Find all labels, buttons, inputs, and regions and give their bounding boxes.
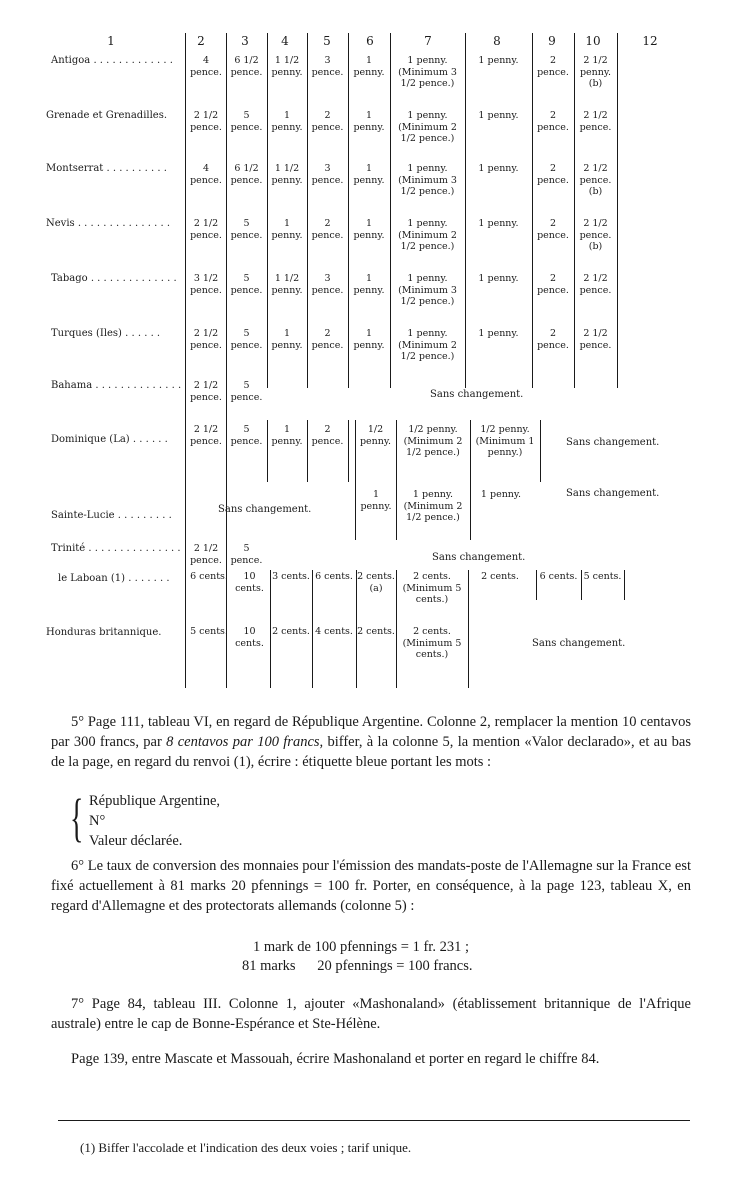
col-rule xyxy=(540,420,541,482)
table-cell: 2 1/2 pence. xyxy=(579,328,612,351)
table-cell: 1 penny. xyxy=(353,110,385,133)
table-cell: 4 pence. xyxy=(190,163,222,186)
row-label: Bahama . . . . . . . . . . . . . . xyxy=(51,380,182,391)
table-cell: 1 penny. xyxy=(353,55,385,78)
col-rule xyxy=(624,570,625,600)
table-cell: 2 1/2 penny. (b) xyxy=(579,55,612,89)
table-cell: 1 penny. xyxy=(353,273,385,296)
sans-changement-note: Sans changement. xyxy=(566,437,660,448)
table-cell: 2 pence. xyxy=(537,110,569,133)
equation-1: 1 mark de 100 pfennings = 1 fr. 231 ; xyxy=(253,939,469,955)
table-cell: 5 pence. xyxy=(230,273,263,296)
table-cell: 2 1/2 pence. xyxy=(190,380,222,403)
table-cell: 2 1/2 pence. xyxy=(190,328,222,351)
table-cell: 4 cents. xyxy=(315,626,353,637)
sans-changement-note: Sans changement. xyxy=(218,504,312,515)
table-cell: 2 1/2 pence. (b) xyxy=(579,218,612,252)
table-cell: 1/2 penny. (Minimum 1 penny.) xyxy=(475,424,535,458)
col-header-9: 9 xyxy=(548,34,556,48)
table-cell: 2 cents. xyxy=(272,626,310,637)
table-cell: 1 penny. (Minimum 2 1/2 pence.) xyxy=(398,110,457,144)
table-cell: 2 1/2 pence. xyxy=(190,543,222,566)
table-cell: 5 pence. xyxy=(230,110,263,133)
row-label: Montserrat . . . . . . . . . . xyxy=(46,163,167,174)
table-cell: 2 1/2 pence. (b) xyxy=(579,163,612,197)
table-cell: 10 cents. xyxy=(235,571,264,594)
table-cell: 6 cents. xyxy=(539,571,578,582)
table-cell: 3 pence. xyxy=(311,273,344,296)
col-header-4: 4 xyxy=(281,34,289,48)
table-cell: 1 penny. xyxy=(478,55,519,66)
row-label: Tabago . . . . . . . . . . . . . . xyxy=(51,273,177,284)
table-cell: 1 penny. xyxy=(480,489,522,500)
row-label: Nevis . . . . . . . . . . . . . . . xyxy=(46,218,171,229)
col-rule xyxy=(348,420,349,482)
table-cell: 1 penny. (Minimum 2 1/2 pence.) xyxy=(398,218,457,252)
table-cell: 1 1/2 penny. xyxy=(271,273,303,296)
col-header-2: 2 xyxy=(197,34,205,48)
paragraph-5-text: 5° Page 111, tableau VI, en regard de République Argentine. Colonne 2, remplacer la mention 10 centavos par 300 francs, par xyxy=(51,714,691,750)
table-cell: 1 penny. (Minimum 2 1/2 pence.) xyxy=(398,328,457,362)
col-header-6: 6 xyxy=(366,34,374,48)
table-cell: 5 cents. xyxy=(583,571,622,582)
row-label: Sainte-Lucie . . . . . . . . . xyxy=(51,510,172,521)
row-label: Turques (Iles) . . . . . . xyxy=(51,328,161,339)
table-cell: 2 pence. xyxy=(537,273,569,296)
paragraph-6: 6° Le taux de conversion des monnaies pour l'émission des mandats-poste de l'Allemagne sur la France est fixé actuellement à 81 marks 20 pfennings = 100 fr. Porter, en conséquence, à la page 123, tableau X, en regard d'Allemagne et des protectorats allemands (colonne 5) : xyxy=(51,858,691,914)
table-cell: 1 penny. xyxy=(478,110,519,121)
table-cell: 1/2 penny. xyxy=(359,424,392,447)
paragraph-5-italic: 8 centavos par 100 francs, xyxy=(166,734,324,750)
col-header-3: 3 xyxy=(241,34,249,48)
table-cell: 1 penny. xyxy=(353,163,385,186)
table-cell: 2 cents. (Minimum 5 cents.) xyxy=(402,571,462,605)
col-header-12: 12 xyxy=(642,34,658,48)
col-header-10: 10 xyxy=(585,34,601,48)
table-cell: 2 1/2 pence. xyxy=(579,273,612,296)
label-line: Valeur déclarée. xyxy=(89,833,183,849)
table-cell: 3 cents. xyxy=(272,571,310,582)
table-cell: 4 pence. xyxy=(190,55,222,78)
table-cell: 2 pence. xyxy=(537,163,569,186)
table-cell: 1 penny. (Minimum 2 1/2 pence.) xyxy=(403,489,463,523)
table-cell: 1 penny. (Minimum 3 1/2 pence.) xyxy=(398,55,457,89)
table-cell: 1/2 penny. (Minimum 2 1/2 pence.) xyxy=(403,424,463,458)
table-cell: 1 penny. xyxy=(478,328,519,339)
footnote: (1) Biffer l'accolade et l'indication des deux voies ; tarif unique. xyxy=(80,1140,412,1155)
row-label: Trinité . . . . . . . . . . . . . . . xyxy=(51,543,181,554)
table-cell: 5 pence. xyxy=(230,218,263,241)
table-cell: 2 cents. xyxy=(357,626,395,637)
table-cell: 2 pence. xyxy=(311,328,344,351)
table-cell: 10 cents. xyxy=(235,626,264,649)
table-cell: 5 pence. xyxy=(230,543,263,566)
col-rule xyxy=(617,33,618,388)
sans-changement-note: Sans changement. xyxy=(566,488,660,499)
label-line: N° xyxy=(89,813,106,829)
sans-changement-note: Sans changement. xyxy=(430,389,524,400)
col-header-1: 1 xyxy=(107,34,115,48)
sans-changement-note: Sans changement. xyxy=(532,638,626,649)
table-cell: 5 cents. xyxy=(190,626,228,637)
table-cell: 2 cents. xyxy=(481,571,519,582)
paragraph-5 xyxy=(51,712,691,772)
table-cell: 1 penny. xyxy=(271,218,303,241)
table-cell: 2 1/2 pence. xyxy=(190,218,222,241)
table-cell: 3 pence. xyxy=(311,55,344,78)
table-cell: 6 cents. xyxy=(190,571,228,582)
table-cell: 6 1/2 pence. xyxy=(230,55,263,78)
table-cell: 2 1/2 pence. xyxy=(190,424,222,447)
table-cell: 5 pence. xyxy=(230,328,263,351)
table-cell: 2 1/2 pence. xyxy=(190,110,222,133)
row-label: Antigoa . . . . . . . . . . . . . xyxy=(51,55,173,66)
table-cell: 1 penny. xyxy=(353,328,385,351)
paragraph-7: 7° Page 84, tableau III. Colonne 1, ajouter «Mashonaland» (établissement britannique de l'Afrique australe) entre le cap de Bonne-Espérance et Ste-Hélène. xyxy=(51,996,691,1032)
brace-icon: { xyxy=(70,790,84,849)
table-cell: 1 penny. xyxy=(271,328,303,351)
table-cell: 3 1/2 pence. xyxy=(190,273,222,296)
table-cell: 5 pence. xyxy=(230,424,263,447)
col-header-5: 5 xyxy=(323,34,331,48)
table-cell: 1 penny. (Minimum 3 1/2 pence.) xyxy=(398,273,457,307)
table-cell: 5 pence. xyxy=(230,380,263,403)
table-cell: 1 penny. (Minimum 3 1/2 pence.) xyxy=(398,163,457,197)
table-cell: 2 pence. xyxy=(311,424,344,447)
table-cell: 2 pence. xyxy=(311,110,344,133)
row-label: Honduras britannique. xyxy=(46,627,162,638)
table-cell: 1 1/2 penny. xyxy=(271,163,303,186)
row-label: Grenade et Grenadilles. xyxy=(46,110,168,121)
table-cell: 2 pence. xyxy=(311,218,344,241)
col-header-8: 8 xyxy=(493,34,501,48)
paragraph-8: Page 139, entre Mascate et Massouah, écrire Mashonaland et porter en regard le chiffre 84. xyxy=(71,1051,600,1067)
col-header-7: 7 xyxy=(424,34,432,48)
table-cell: 3 pence. xyxy=(311,163,344,186)
table-cell: 2 1/2 pence. xyxy=(579,110,612,133)
table-cell: 1 penny. xyxy=(353,218,385,241)
sans-changement-note: Sans changement. xyxy=(432,552,526,563)
equation-2: 81 marks 20 pfennings = 100 francs. xyxy=(242,958,473,974)
table-cell: 2 cents. (a) xyxy=(357,571,395,594)
row-label: Dominique (La) . . . . . . xyxy=(51,434,168,445)
label-line: République Argentine, xyxy=(89,793,221,809)
table-cell: 2 pence. xyxy=(537,218,569,241)
table-cell: 1 penny. xyxy=(478,218,519,229)
table-cell: 2 pence. xyxy=(537,55,569,78)
col-rule xyxy=(468,570,469,688)
table-cell: 2 pence. xyxy=(537,328,569,351)
table-cell: 1 penny. xyxy=(360,489,392,512)
table-cell: 1 penny. xyxy=(271,424,303,447)
table-cell: 1 penny. xyxy=(478,163,519,174)
table-cell: 2 cents. (Minimum 5 cents.) xyxy=(402,626,462,660)
footnote-rule xyxy=(58,1120,690,1121)
table-cell: 1 penny. xyxy=(271,110,303,133)
table-cell: 6 1/2 pence. xyxy=(230,163,263,186)
table-cell: 1 penny. xyxy=(478,273,519,284)
col-rule xyxy=(185,33,186,688)
paragraph-5-rest: biffer, à la colonne 5, la mention «Valor declarado», et au bas de la page, en regard du renvoi (1), écrire : étiquette bleue portant les mots : xyxy=(51,734,692,770)
table-cell: 6 cents. xyxy=(315,571,353,582)
table-cell: 1 1/2 penny. xyxy=(271,55,303,78)
row-label: le Laboan (1) . . . . . . . xyxy=(58,573,170,584)
